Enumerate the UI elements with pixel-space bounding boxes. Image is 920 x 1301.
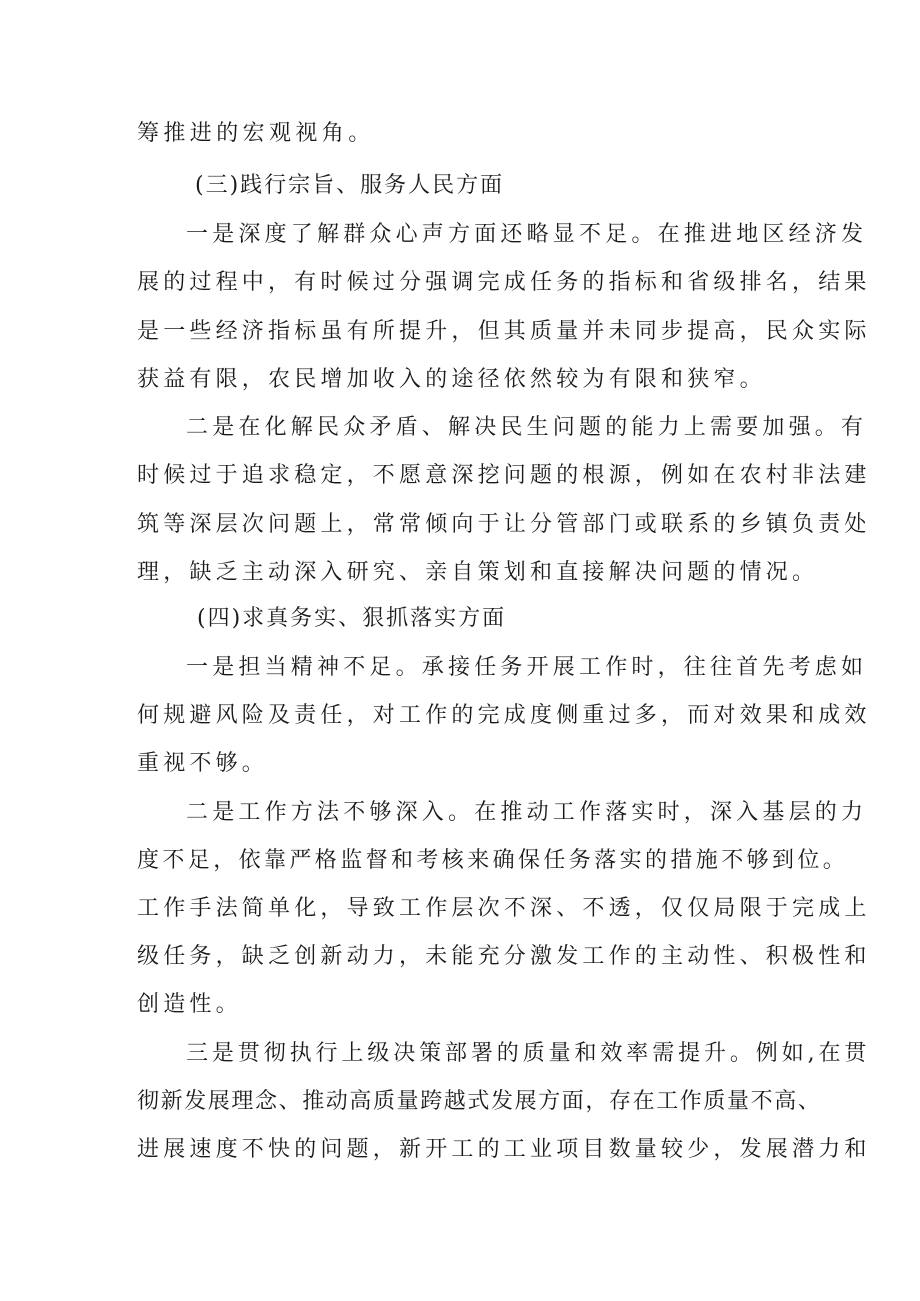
paragraph-line: 创造性。 — [137, 992, 242, 1017]
paragraph-continuation: 筹推进的宏观视角。 — [137, 121, 375, 146]
paragraph-line: 工作手法简单化，导致工作层次不深、不透，仅仅局限于完成上 — [137, 896, 871, 921]
paragraph-line: 彻新发展理念、推动高质量跨越式发展方面，存在工作质量不高、 — [137, 1089, 822, 1114]
paragraph-line: 二是在化解民众矛盾、解决民生问题的能力上需要加强。有 — [186, 415, 868, 440]
paragraph-line: 重视不够。 — [137, 751, 269, 776]
paragraph-line: 度不足，依靠严格监督和考核来确保任务落实的措施不够到位。 — [137, 848, 849, 873]
paragraph-line: 获益有限，农民增加收入的途径依然较为有限和狭窄。 — [137, 367, 766, 392]
paragraph-line: 何规避风险及责任，对工作的完成度侧重过多，而对效果和成效 — [137, 703, 871, 728]
paragraph-line: 二是工作方法不够深入。在推动工作落实时，深入基层的力 — [186, 800, 868, 825]
paragraph-line: 一是深度了解群众心声方面还略显不足。在推进地区经济发 — [186, 222, 868, 247]
paragraph-line: 三是贯彻执行上级决策部署的质量和效率需提升。例如,在贯 — [186, 1041, 871, 1066]
section-heading-3: (三)践行宗旨、服务人民方面 — [195, 173, 505, 198]
paragraph-line: 级任务，缺乏创新动力，未能充分激发工作的主动性、积极性和 — [137, 944, 871, 969]
paragraph-line: 理，缺乏主动深入研究、亲自策划和直接解决问题的情况。 — [137, 560, 819, 585]
paragraph-line: 筑等深层次问题上，常常倾向于让分管部门或联系的乡镇负责处 — [137, 512, 871, 537]
paragraph-line: 时候过于追求稳定，不愿意深挖问题的根源，例如在农村非法建 — [137, 463, 871, 488]
paragraph-line: 展的过程中，有时候过分强调完成任务的指标和省级排名，结果 — [137, 270, 871, 295]
paragraph-line: 是一些经济指标虽有所提升，但其质量并未同步提高，民众实际 — [137, 319, 871, 344]
paragraph-line: 一是担当精神不足。承接任务开展工作时，往往首先考虑如 — [186, 655, 868, 680]
paragraph-line: 进展速度不快的问题，新开工的工业项目数量较少，发展潜力和 — [137, 1137, 871, 1162]
section-heading-4: (四)求真务实、狠抓落实方面 — [197, 606, 507, 631]
